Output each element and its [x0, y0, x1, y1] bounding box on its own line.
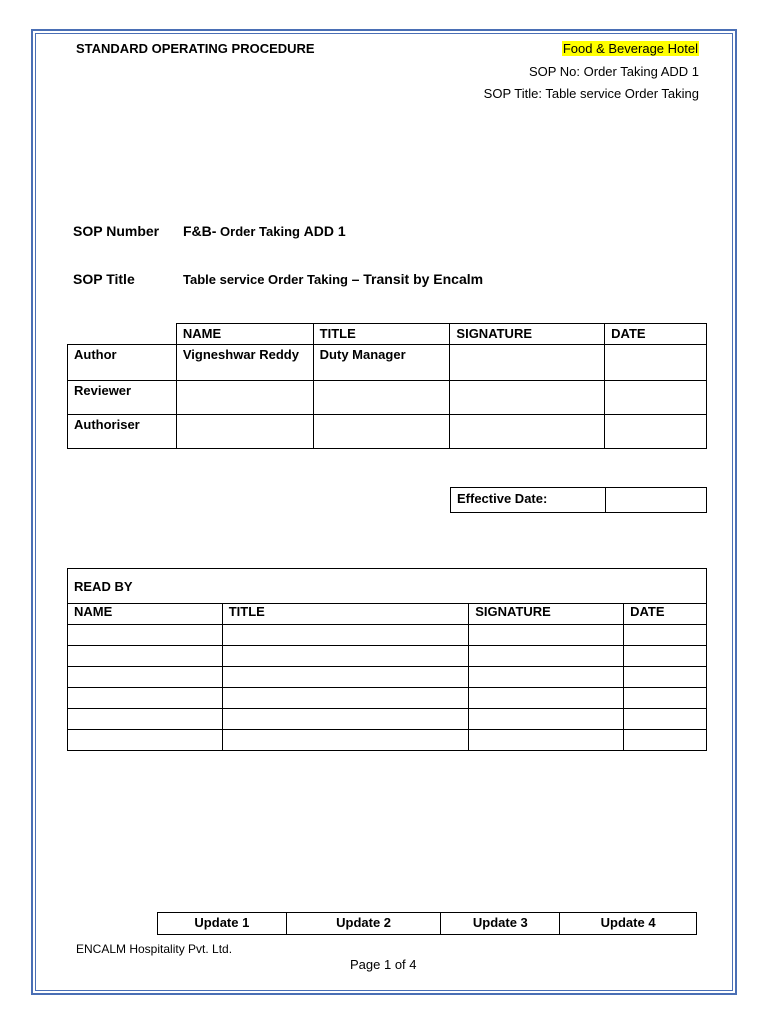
effective-date-value	[605, 488, 707, 513]
sop-number-value	[183, 223, 346, 239]
approval-header-row	[68, 324, 707, 345]
read-by-title: READ BY	[68, 569, 707, 604]
read-by-cell	[469, 625, 624, 646]
read-by-cell	[222, 709, 469, 730]
effective-date-table	[450, 487, 707, 513]
read-by-cell	[68, 688, 223, 709]
read-by-row	[68, 646, 707, 667]
approval-row-author	[68, 345, 707, 381]
approval-header-signature: SIGNATURE	[450, 324, 605, 345]
read-by-cell	[624, 625, 707, 646]
read-by-cell	[469, 709, 624, 730]
approval-name	[176, 415, 313, 449]
read-by-cell	[469, 667, 624, 688]
read-by-header-signature: SIGNATURE	[469, 604, 624, 625]
sop-number-label: SOP Number	[73, 223, 160, 239]
read-by-cell	[68, 709, 223, 730]
update-1-cell: Update 1	[158, 913, 287, 935]
document-type-heading: STANDARD OPERATING PROCEDURE	[76, 41, 315, 56]
sop-number-prefix: F&B-	[183, 223, 217, 239]
approval-header-title: TITLE	[313, 324, 450, 345]
read-by-row	[68, 730, 707, 751]
approval-title: Duty Manager	[313, 345, 450, 381]
read-by-cell	[624, 688, 707, 709]
read-by-cell	[68, 730, 223, 751]
read-by-cell	[68, 667, 223, 688]
read-by-header-title: TITLE	[222, 604, 469, 625]
updates-row	[158, 913, 697, 935]
read-by-cell	[469, 646, 624, 667]
approval-signature	[450, 381, 605, 415]
read-by-header-name: NAME	[68, 604, 223, 625]
footer-page-number: Page 1 of 4	[350, 957, 417, 972]
read-by-title-row	[68, 569, 707, 604]
sop-number-mid: Order Taking	[216, 224, 304, 239]
sop-title-value	[183, 271, 483, 287]
read-by-row	[68, 709, 707, 730]
read-by-cell	[222, 625, 469, 646]
read-by-cell	[624, 730, 707, 751]
approval-table	[67, 323, 707, 449]
update-2-cell: Update 2	[286, 913, 441, 935]
approval-signature	[450, 415, 605, 449]
footer-company: ENCALM Hospitality Pvt. Ltd.	[76, 942, 233, 956]
sop-title-part2: – Transit by Encalm	[351, 271, 484, 287]
approval-role: Authoriser	[68, 415, 177, 449]
read-by-cell	[222, 646, 469, 667]
effective-date-label: Effective Date:	[451, 488, 606, 513]
approval-header-blank	[68, 324, 177, 345]
approval-name: Vigneshwar Reddy	[176, 345, 313, 381]
read-by-row	[68, 688, 707, 709]
read-by-row	[68, 625, 707, 646]
approval-name	[176, 381, 313, 415]
approval-role: Author	[68, 345, 177, 381]
read-by-cell	[624, 646, 707, 667]
hotel-name-highlight: Food & Beverage Hotel	[562, 41, 698, 56]
read-by-row	[68, 667, 707, 688]
read-by-cell	[469, 688, 624, 709]
header-sop-number: SOP No: Order Taking ADD 1	[528, 64, 699, 79]
approval-date	[605, 345, 707, 381]
read-by-cell	[68, 646, 223, 667]
effective-date-row	[451, 488, 707, 513]
read-by-header-date: DATE	[624, 604, 707, 625]
read-by-cell	[624, 709, 707, 730]
update-3-cell: Update 3	[441, 913, 560, 935]
read-by-header-row	[68, 604, 707, 625]
approval-row-reviewer	[68, 381, 707, 415]
approval-signature	[450, 345, 605, 381]
sop-title-part1: Table service Order Taking	[183, 272, 352, 287]
approval-row-authoriser	[68, 415, 707, 449]
sop-title-label: SOP Title	[73, 271, 135, 287]
approval-header-name: NAME	[176, 324, 313, 345]
header-sop-title: SOP Title: Table service Order Taking	[483, 86, 699, 101]
read-by-cell	[222, 667, 469, 688]
update-4-cell: Update 4	[560, 913, 697, 935]
read-by-cell	[68, 625, 223, 646]
approval-date	[605, 415, 707, 449]
read-by-table	[67, 568, 707, 751]
approval-title	[313, 415, 450, 449]
read-by-cell	[469, 730, 624, 751]
approval-date	[605, 381, 707, 415]
approval-header-date: DATE	[605, 324, 707, 345]
read-by-cell	[222, 688, 469, 709]
approval-title	[313, 381, 450, 415]
sop-number-suffix: ADD 1	[303, 223, 346, 239]
updates-table	[157, 912, 697, 935]
read-by-cell	[624, 667, 707, 688]
approval-role: Reviewer	[68, 381, 177, 415]
read-by-cell	[222, 730, 469, 751]
